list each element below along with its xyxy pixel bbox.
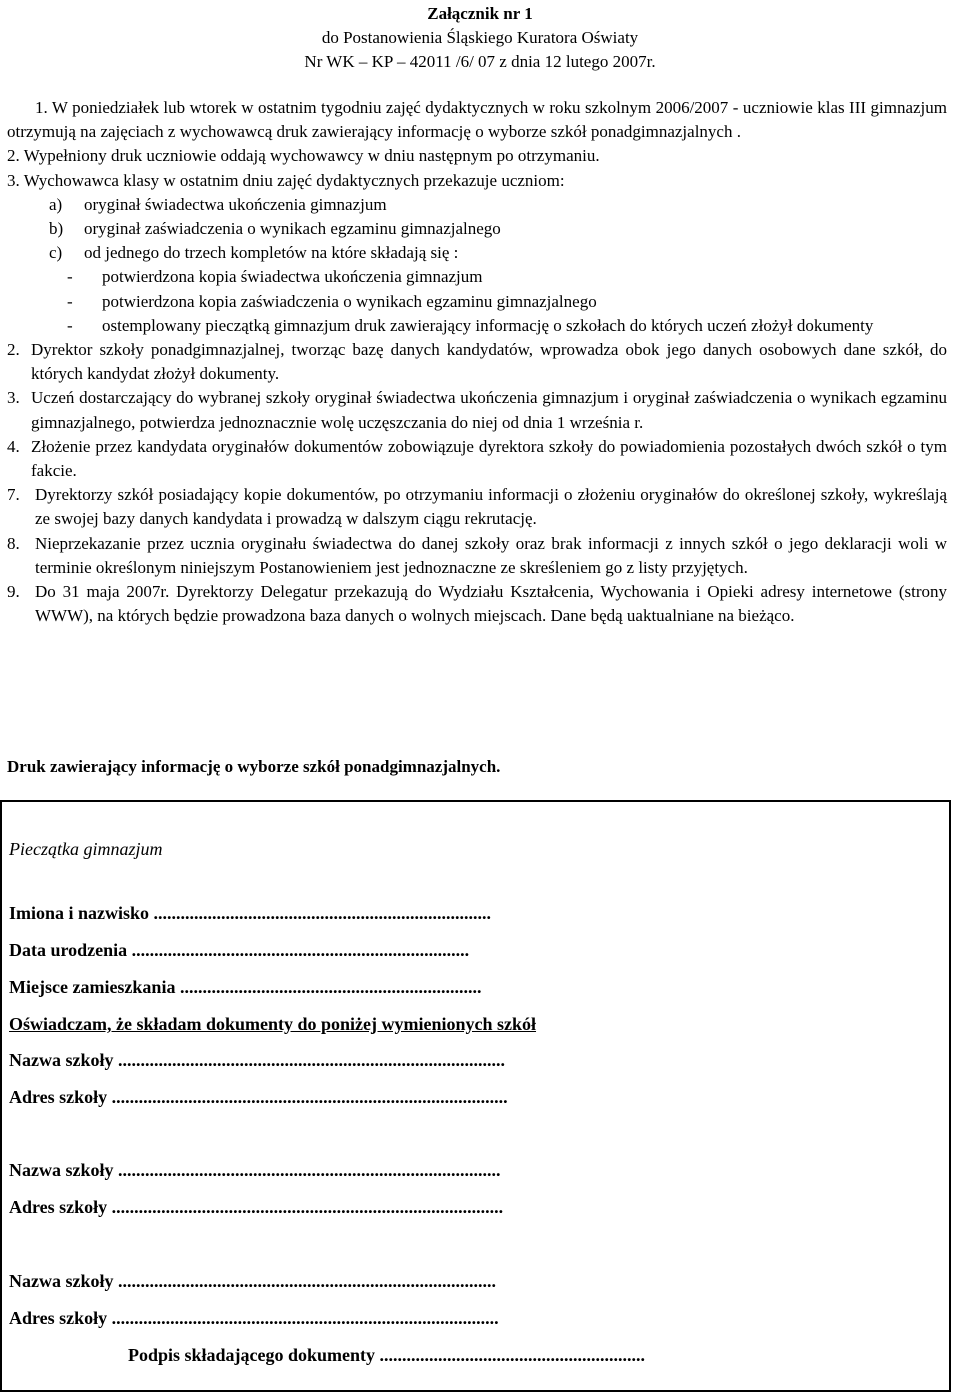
annex-subtitle: do Postanowienia Śląskiego Kuratora Oświaty <box>321 28 639 47</box>
item-text: Nieprzekazanie przez ucznia oryginału świadectwa do danej szkoły oraz brak informacji z innych szkół o jego deklaracji woli w terminie określonym niniejszym Postanowieniem jest jednoznaczne ze skreśleniem go z listy przyjętych. <box>35 533 947 577</box>
dob-field[interactable] <box>9 940 469 961</box>
item-number: 4. <box>7 436 20 456</box>
sub-label: b) <box>49 219 64 239</box>
signature-field[interactable] <box>128 1345 645 1366</box>
residence-label: Miejsce zamieszkania ................................................................... <box>9 977 482 997</box>
school-2-address-field[interactable] <box>9 1197 503 1218</box>
list-item <box>7 532 947 580</box>
item-text: Wychowawca klasy w ostatnim dniu zajęć dydaktycznych przekazuje uczniom: <box>23 170 565 190</box>
school-address-label: Adres szkoły ........................................................................................ <box>9 1087 508 1107</box>
item-text: Złożenie przez kandydata oryginałów dokumentów zobowiązuje dyrektora szkoły do powiadomienia pozostałych dwóch szkół o tym fakcie. <box>31 436 947 481</box>
sub-text: od jednego do trzech kompletów na które składają się : <box>84 243 459 263</box>
dash-item <box>7 314 947 338</box>
dash-text: ostemplowany pieczątką gimnazjum druk zawierający informację o szkołach do których uczeń złożył dokumenty <box>102 315 874 335</box>
item-text: Uczeń dostarczający do wybranej szkoły oryginał świadectwa ukończenia gimnazjum i oryginał zaświadczenia o wynikach egzaminu gimnazjalnego, potwierdza jednoznacznie wolę uczęszczania do niej od dnia 1 września r. <box>31 388 947 432</box>
school-address-label: Adres szkoły ...................................................................................... <box>9 1308 499 1328</box>
item-number: 2. <box>7 146 20 166</box>
school-1-address-field[interactable] <box>9 1087 508 1108</box>
sub-item <box>7 193 947 217</box>
dash-label: - <box>67 291 73 311</box>
form-title: Druk zawierający informację o wyborze szkół ponadgimnazjalnych. <box>7 757 501 776</box>
school-address-label: Adres szkoły ....................................................................................... <box>9 1197 504 1217</box>
item-number: 2. <box>7 340 20 360</box>
item-number: 8. <box>7 533 20 553</box>
annex-title: Załącznik nr 1 <box>427 4 533 23</box>
item-number: 7. <box>7 485 20 505</box>
item-number: 3. <box>7 170 20 190</box>
school-2-name-field[interactable] <box>9 1160 501 1181</box>
list-item <box>7 144 947 168</box>
form-box <box>0 800 951 1392</box>
list-item <box>7 435 947 483</box>
dob-label: Data urodzenia ........................................................................... <box>9 940 470 960</box>
signature-label: Podpis składającego dokumenty ........................................................... <box>128 1345 646 1365</box>
name-field[interactable] <box>9 903 491 924</box>
declaration-heading: Oświadczam, że składam dokumenty do poniżej wymienionych szkół <box>9 1014 537 1034</box>
item-number: 1. <box>35 98 48 117</box>
school-name-label: Nazwa szkoły ...................................................................................... <box>9 1050 505 1070</box>
list-item <box>7 169 947 193</box>
stamp-label: Pieczątka gimnazjum <box>9 839 163 859</box>
item-text: Wypełniony druk uczniowie oddają wychowawcy w dniu następnym po otrzymaniu. <box>23 146 600 166</box>
item-text: W poniedziałek lub wtorek w ostatnim tygodniu zajęć dydaktycznych w roku szkolnym 2006/2007 - uczniowie klas III gimnazjum otrzymują na zajęciach z wychowawcą druk zawierający informację o wyborze szkół ponadgimnazjalnych . <box>7 98 947 142</box>
item-text: Dyrektor szkoły ponadgimnazjalnej, tworząc bazę danych kandydatów, wprowadza obok jego danych osobowych dane szkół, do których kandydat złożył dokumenty. <box>31 340 947 384</box>
dash-label: - <box>67 267 73 287</box>
school-name-label: Nazwa szkoły ..................................................................................... <box>9 1160 501 1180</box>
residence-field[interactable] <box>9 977 481 998</box>
list-item <box>7 483 947 531</box>
procedure-list <box>7 96 947 628</box>
list-item <box>7 96 947 144</box>
list-item <box>7 338 947 386</box>
list-item <box>7 580 947 628</box>
name-label: Imiona i nazwisko ........................................................................... <box>9 903 492 923</box>
list-item <box>7 386 947 434</box>
sub-item <box>7 241 947 265</box>
dash-item <box>7 265 947 289</box>
sub-text: oryginał świadectwa ukończenia gimnazjum <box>84 194 387 214</box>
item-text: Dyrektorzy szkół posiadający kopie dokumentów, po otrzymaniu informacji o złożeniu oryginałów do określonej szkoły, wykreślają ze swojej bazy danych kandydata i prowadzą w dalszym ciągu rekrutację. <box>35 485 947 529</box>
sub-label: c) <box>49 243 63 263</box>
school-name-label: Nazwa szkoły .................................................................................... <box>9 1271 496 1291</box>
sub-label: a) <box>49 194 63 214</box>
item-number: 3. <box>7 388 20 408</box>
sub-text: oryginał zaświadczenia o wynikach egzaminu gimnazjalnego <box>84 219 501 239</box>
dash-label: - <box>67 315 73 335</box>
dash-text: potwierdzona kopia świadectwa ukończenia gimnazjum <box>102 267 483 287</box>
item-number: 9. <box>7 582 20 602</box>
school-1-name-field[interactable] <box>9 1050 505 1071</box>
school-3-name-field[interactable] <box>9 1271 496 1292</box>
school-3-address-field[interactable] <box>9 1308 499 1329</box>
item-text: Do 31 maja 2007r. Dyrektorzy Delegatur przekazują do Wydziału Kształcenia, Wychowania i Opieki adresy internetowe (strony WWW), na których będzie prowadzona baza danych o wolnych miejscach. Dane będą uaktualniane na bieżąco. <box>35 582 947 626</box>
sub-item <box>7 217 947 241</box>
annex-reference: Nr WK – KP – 42011 /6/ 07 z dnia 12 lutego 2007r. <box>304 52 656 71</box>
dash-item <box>7 290 947 314</box>
dash-text: potwierdzona kopia zaświadczenia o wynikach egzaminu gimnazjalnego <box>102 291 597 311</box>
header <box>0 2 960 74</box>
